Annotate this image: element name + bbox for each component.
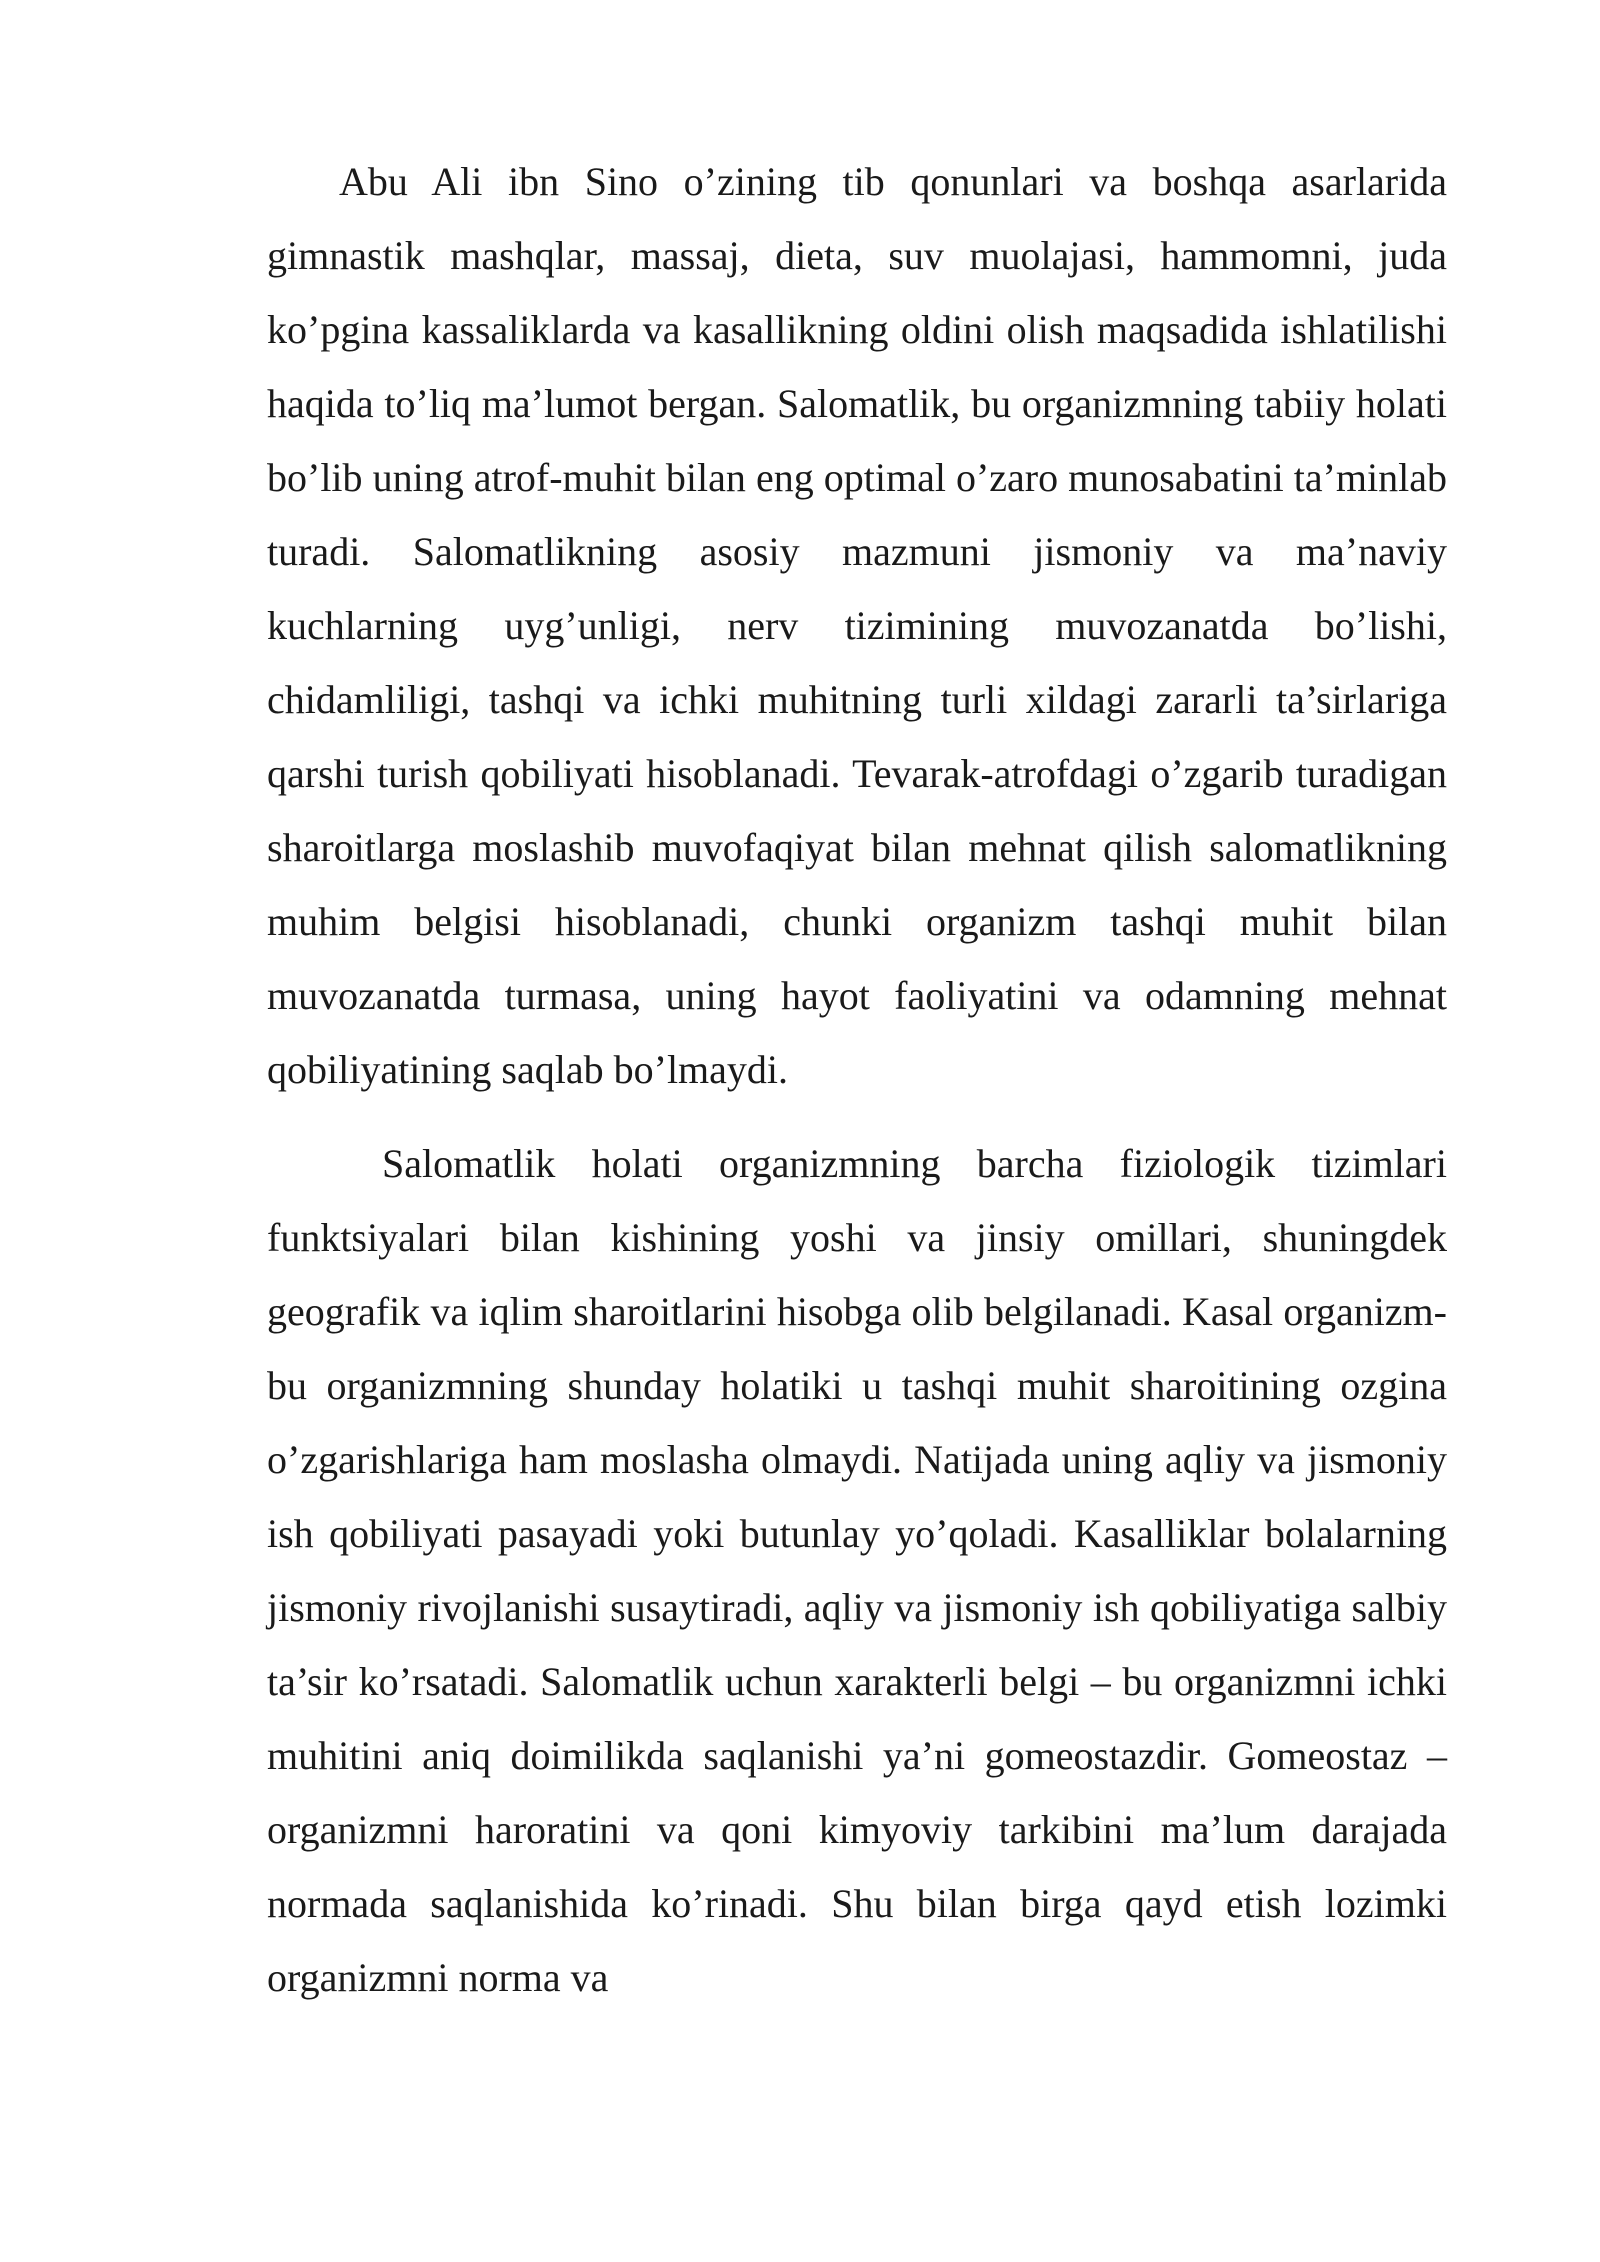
body-text xyxy=(267,145,1447,2015)
paragraph-1: Abu Ali ibn Sino o’zining tib qonunlari va boshqa asarlarida gimnastik mashqlar, massaj, dieta, suv muolajasi, hammomni, juda ko’pgina kassaliklarda va kasallikning oldini olish maqsadida ishlatilishi haqida to’liq ma’lumot bergan. Salomatlik, bu organizmning tabiiy holati bo’lib uning atrof-muhit bilan eng optimal o’zaro munosabatini ta’minlab turadi. Salomatlikning asosiy mazmuni jismoniy va ma’naviy kuchlarning uyg’unligi, nerv tizimining muvozanatda bo’lishi, chidamliligi, tashqi va ichki muhitning turli xildagi zararli ta’sirlariga qarshi turish qobiliyati hisoblanadi. Tevarak-atrofdagi o’zgarib turadigan sharoitlarga moslashib muvofaqiyat bilan mehnat qilish salomatlikning muhim belgisi hisoblanadi, chunki organizm tashqi muhit bilan muvozanatda turmasa, uning hayot faoliyatini va odamning mehnat qobiliyatining saqlab bo’lmaydi. xyxy=(267,159,1447,1092)
paragraph-2: Salomatlik holati organizmning barcha fiziologik tizimlari funktsiyalari bilan kishining yoshi va jinsiy omillari, shuningdek geografik va iqlim sharoitlarini hisobga olib belgilanadi. Kasal organizm-bu organizmning shunday holatiki u tashqi muhit sharoitining ozgina o’zgarishlariga ham moslasha olmaydi. Natijada uning aqliy va jismoniy ish qobiliyati pasayadi yoki butunlay yo’qoladi. Kasalliklar bolalarning jismoniy rivojlanishi susaytiradi, aqliy va jismoniy ish qobiliyatiga salbiy ta’sir ko’rsatadi. Salomatlik uchun xarakterli belgi – bu organizmni ichki muhitini aniq doimilikda saqlanishi ya’ni gomeostazdir. Gomeostaz – organizmni haroratini va qoni kimyoviy tarkibini ma’lum darajada normada saqlanishida ko’rinadi. Shu bilan birga qayd etish lozimki organizmni norma va xyxy=(267,1141,1447,2000)
